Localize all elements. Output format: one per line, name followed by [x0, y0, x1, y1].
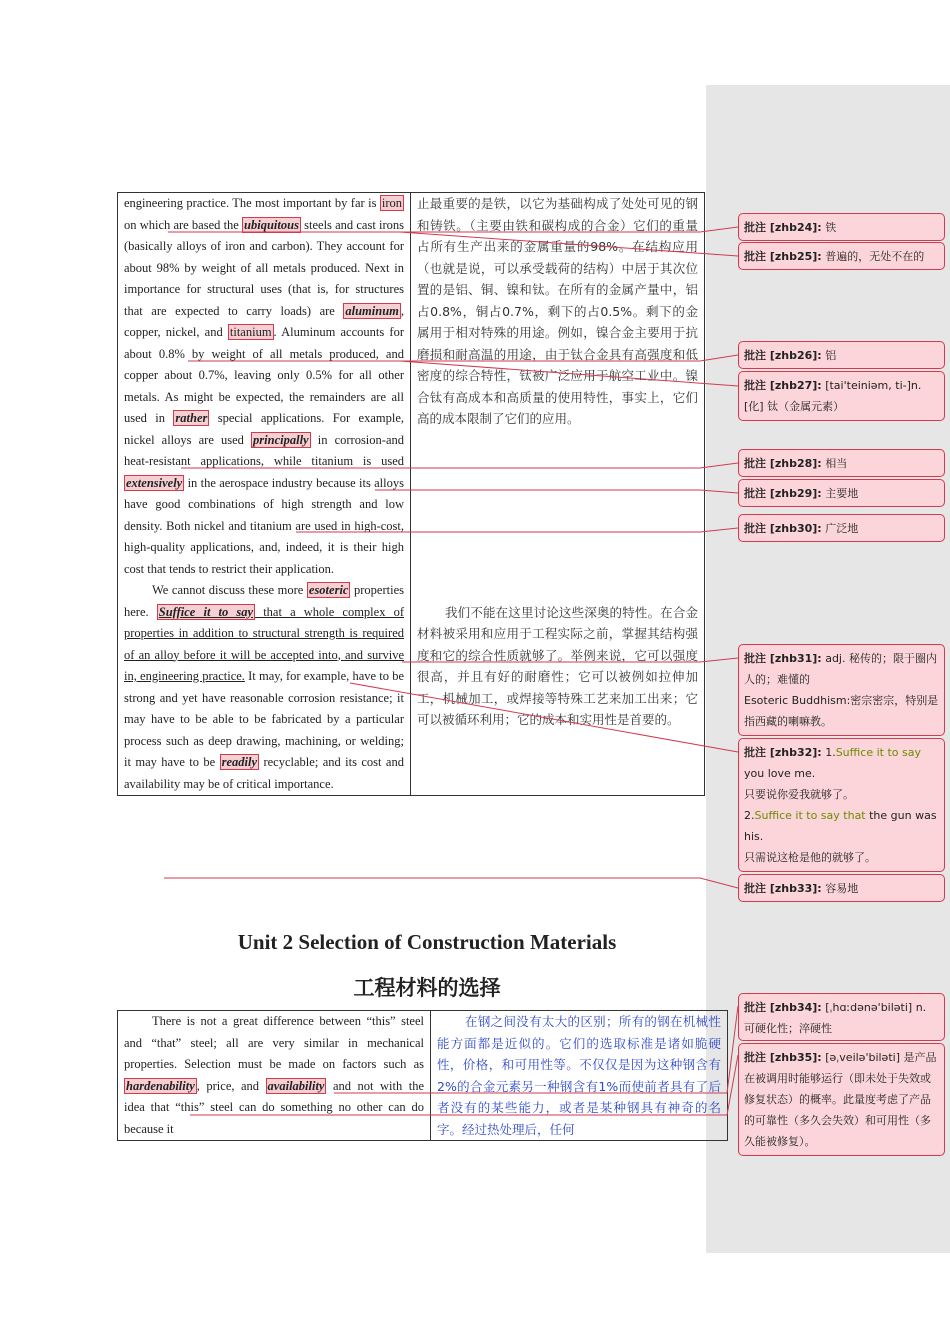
comment-zhb33[interactable]: 批注 [zhb33]: 容易地: [738, 874, 945, 902]
highlight-esoteric[interactable]: esoteric: [308, 583, 349, 597]
highlight-extensively[interactable]: extensively: [126, 475, 183, 490]
comment-zhb32[interactable]: 批注 [zhb32]: 1.Suffice it to say you love me. 只要说你爱我就够了。 2.Suffice it to say that the gun was his. 只需说这枪是他的就够了。: [738, 738, 945, 872]
spacer: [417, 430, 698, 602]
comment-zhb25[interactable]: 批注 [zhb25]: 普遍的，无处不在的: [738, 242, 945, 270]
highlight-aluminum[interactable]: aluminum: [345, 303, 399, 318]
english-paragraph-1: engineering practice. The most important by far is iron on which are based the ubiquitous steels and cast irons (basically alloys of iron and carbon). They account for about 98% by weight of all metals produced. Next in importance for structural uses (that is, for structures that are expected to carry loads) are aluminum , copper, nickel, and titanium . Aluminum accounts for about 0.8% by weight of all metals produced, and copper about 0.7%, leaving only 0.5% for all other metals. As might be expected, the remainders are all used in rather special applications. For example, nickel alloys are used principally in corrosion-and heat-resistant applications, while titanium is used extensively in the aerospace industry because its alloys have good combinations of high strength and low density. Both nickel and titanium are used in high-cost, high-quality applications, and, indeed, it is their high cost that tends to restrict their application.: [124, 196, 404, 576]
highlight-suffice-it-to-say[interactable]: Suffice it to say: [158, 604, 254, 619]
english-column: [118, 193, 411, 796]
chinese-column-revised: 在钢之间没有太大的区别；所有的钢在机械性能方面都是近似的。它们的选取标准是诸如脆硬性，价格，和可用性等。不仅仅是因为这种钢含有2%的合金元素另一种钢含有1%而使前者具有了后者没有的某些能力，或者是某种钢具有神奇的名字。经过热处理后，任何: [431, 1011, 728, 1141]
comment-zhb29[interactable]: 批注 [zhb29]: 主要地: [738, 479, 945, 507]
highlight-readily[interactable]: readily: [221, 755, 258, 769]
chinese-paragraph-1: 止最重要的是铁，以它为基础构成了处处可见的钢和铸铁。（主要由铁和碳构成的合金）它们的重量占所有生产出来的金属重量的98%。在结构应用（也就是说，可以承受载荷的结构）中居于其次位置的是铝、铜、镍和钛。在所有的金属产量中，铝占0.8%，铜占0.7%，剩下的占0.5%。剩下的金属用于相对特殊的用途。例如，镍合金主要用于抗磨损和耐高温的用途，由于钛合金具有高强度和低密度的综合特性，钛被广泛应用于航空工业中。镍合钛有高成本和高质量的使用特性，事实上，它们高的成本限制了它们的应用。: [417, 196, 698, 426]
chinese-paragraph-2: 我们不能在这里讨论这些深奥的特性。在合金材料被采用和应用于工程实际之前，掌握其结构强度和它的综合性质就够了。举例来说，它可以强度很高，并且有好的耐磨性；它可以被例如拉伸加工，机械加工，或焊接等特殊工艺来加工出来；它可以被循环利用；它的成本和实用性是首要的。: [417, 604, 698, 727]
comment-zhb34[interactable]: 批注 [zhb34]: [ˌhɑːdənə'biləti] n. 可硬化性；淬硬性: [738, 993, 945, 1041]
highlight-principally[interactable]: principally: [253, 432, 309, 447]
comment-zhb28[interactable]: 批注 [zhb28]: 相当: [738, 449, 945, 477]
english-paragraph-2: We cannot discuss these more esoteric properties here. Suffice it to say that a whole complex of properties in addition to structural strength is required of an alloy before it will be accepted into, and survive in, engineering practice. It may, for example, have to be strong and yet have reasonable corrosion resistance; it may have to be able to be fabricated by a particular process such as deep drawing, machining, or welding; it may have to be readily recyclable; and its cost and availability may be of critical importance.: [124, 583, 404, 791]
chinese-column: [411, 193, 705, 796]
comment-zhb30[interactable]: 批注 [zhb30]: 广泛地: [738, 514, 945, 542]
comment-zhb31[interactable]: 批注 [zhb31]: adj. 秘传的；限于圈内人的；难懂的 Esoteric Buddhism:密宗密宗，特别是指西藏的喇嘛教。: [738, 644, 945, 736]
highlight-iron[interactable]: iron: [381, 196, 402, 210]
highlight-availability[interactable]: availability: [267, 1078, 325, 1093]
unit-heading-english: Unit 2 Selection of Construction Materials: [237, 930, 617, 954]
bilingual-table-2: [117, 1010, 728, 1141]
highlight-rather[interactable]: rather: [175, 411, 208, 425]
highlight-titanium[interactable]: titanium: [229, 325, 272, 339]
english-column: There is not a great difference between “this” steel and “that” steel; all are very similar in mechanical properties. Selection must be made on factors such as hardenability , price, and availability and not with the idea that “this” steel can do something no other can do because it: [118, 1011, 431, 1141]
comment-zhb24[interactable]: 批注 [zhb24]: 铁: [738, 213, 945, 241]
bilingual-table-1: [117, 192, 705, 796]
comment-zhb35[interactable]: 批注 [zhb35]: [əˌveilə'biləti] 是产品在被调用时能够运行（即未处于失效或修复状态）的概率。此量度考虑了产品的可靠性（多久会失效）和可用性（多久能被修复）。: [738, 1043, 945, 1156]
comment-zhb27[interactable]: 批注 [zhb27]: [tai'teiniəm, ti-]n. [化] 钛（金属元素）: [738, 371, 945, 421]
highlight-hardenability[interactable]: hardenability: [126, 1078, 195, 1093]
unit-heading-chinese: 工程材料的选择: [353, 976, 501, 1000]
highlight-ubiquitous[interactable]: ubiquitous: [244, 217, 299, 232]
comment-zhb26[interactable]: 批注 [zhb26]: 铝: [738, 341, 945, 369]
